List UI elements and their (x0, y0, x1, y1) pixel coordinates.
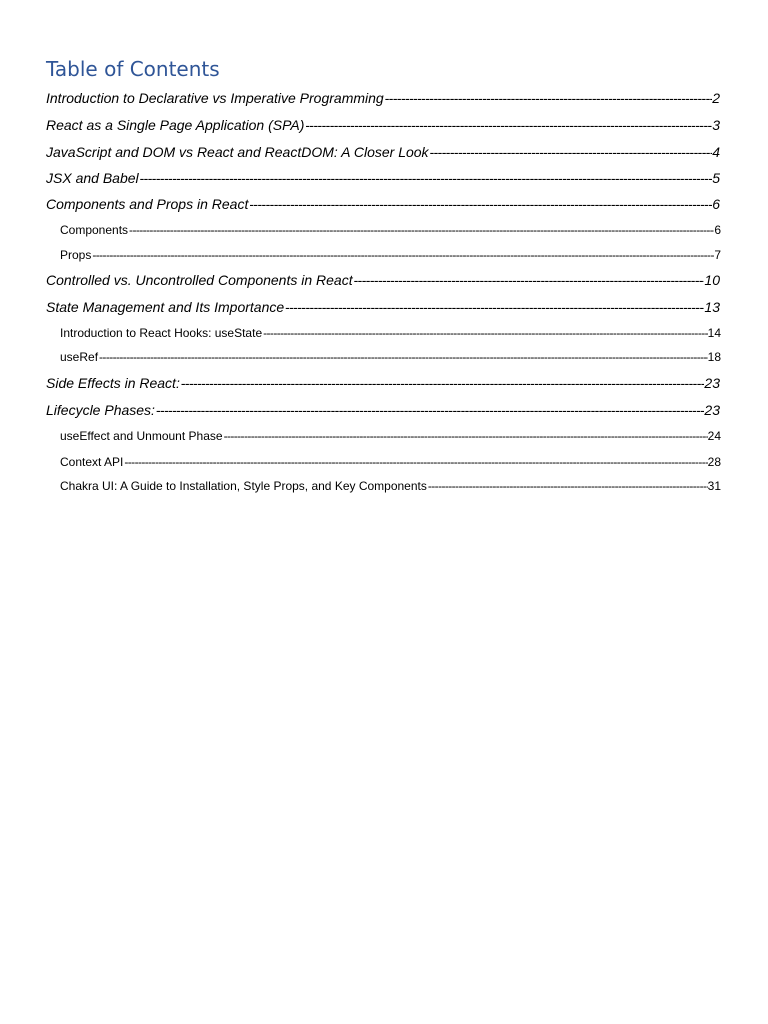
toc-entry-useeffect-unmount[interactable] (60, 427, 721, 445)
toc-entry-page: 4 (712, 144, 720, 160)
toc-entry-components-and-props[interactable] (46, 194, 720, 214)
toc-entry-state-management[interactable] (46, 297, 720, 317)
toc-leader (223, 427, 708, 445)
toc-entry-context-api[interactable] (60, 453, 721, 471)
toc-entry-text: useEffect and Unmount Phase (60, 429, 223, 443)
toc-entry-text: Introduction to React Hooks: useState (60, 326, 263, 340)
toc-entry-declarative-vs-imperative[interactable] (46, 88, 720, 108)
toc-entry-page: 14 (707, 326, 721, 340)
toc-leader (123, 453, 707, 471)
toc-leader (139, 168, 713, 188)
toc-entry-page: 31 (707, 479, 721, 493)
toc-entry-page: 18 (707, 350, 721, 364)
toc-entry-text: JSX and Babel (46, 170, 139, 186)
toc-leader (262, 324, 708, 342)
toc-leader (248, 194, 712, 214)
toc-leader (155, 400, 704, 420)
toc-entry-page: 28 (707, 455, 721, 469)
toc-entry-page: 23 (704, 402, 720, 418)
toc-entry-lifecycle-phases[interactable] (46, 400, 720, 420)
toc-entry-react-spa[interactable] (46, 115, 720, 135)
toc-entry-components[interactable] (60, 221, 721, 239)
toc-entry-side-effects[interactable] (46, 373, 720, 393)
toc-leader (180, 373, 705, 393)
toc-leader (98, 348, 708, 366)
toc-entry-react-hooks-usestate[interactable] (60, 324, 721, 342)
toc-leader (284, 297, 704, 317)
toc-entry-page: 10 (704, 272, 720, 288)
toc-entry-useref[interactable] (60, 348, 721, 366)
toc-entry-page: 6 (714, 223, 721, 237)
toc-entry-page: 3 (712, 117, 720, 133)
toc-entry-page: 6 (712, 196, 720, 212)
toc-entry-text: Controlled vs. Uncontrolled Components in React (46, 272, 353, 288)
toc-entry-page: 5 (712, 170, 720, 186)
toc-entry-controlled-vs-uncontrolled[interactable] (46, 270, 720, 290)
toc-entry-text: State Management and Its Importance (46, 299, 285, 315)
toc-leader (91, 246, 714, 264)
toc-leader (128, 221, 714, 239)
toc-leader (384, 88, 713, 108)
toc-entry-text: React as a Single Page Application (SPA) (46, 117, 305, 133)
toc-entry-text: useRef (60, 350, 99, 364)
toc-entry-page: 13 (704, 299, 720, 315)
toc-entry-props[interactable] (60, 246, 721, 264)
toc-entry-page: 2 (712, 90, 720, 106)
toc-entry-text: Context API (60, 455, 124, 469)
toc-entry-text: Introduction to Declarative vs Imperative Programming (46, 90, 384, 106)
toc-entry-text: JavaScript and DOM vs React and ReactDOM: A Closer Look (46, 144, 429, 160)
toc-leader (427, 477, 708, 495)
toc-entry-jsx-and-babel[interactable] (46, 168, 720, 188)
toc-entry-text: Chakra UI: A Guide to Installation, Style Props, and Key Components (60, 479, 427, 493)
toc-entry-javascript-dom-vs-react[interactable] (46, 142, 720, 162)
toc-entry-text: Lifecycle Phases: (46, 402, 155, 418)
toc-entry-text: Side Effects in React: (46, 375, 180, 391)
toc-leader (429, 142, 713, 162)
toc-entry-page: 23 (704, 375, 720, 391)
toc-entry-page: 7 (714, 248, 721, 262)
toc-entry-chakra-ui[interactable] (60, 477, 721, 495)
toc-leader (304, 115, 712, 135)
toc-title: Table of Contents (46, 57, 220, 81)
toc-leader (353, 270, 705, 290)
toc-entry-text: Props (60, 248, 92, 262)
toc-entry-text: Components (60, 223, 129, 237)
toc-entry-text: Components and Props in React (46, 196, 249, 212)
toc-entry-page: 24 (707, 429, 721, 443)
